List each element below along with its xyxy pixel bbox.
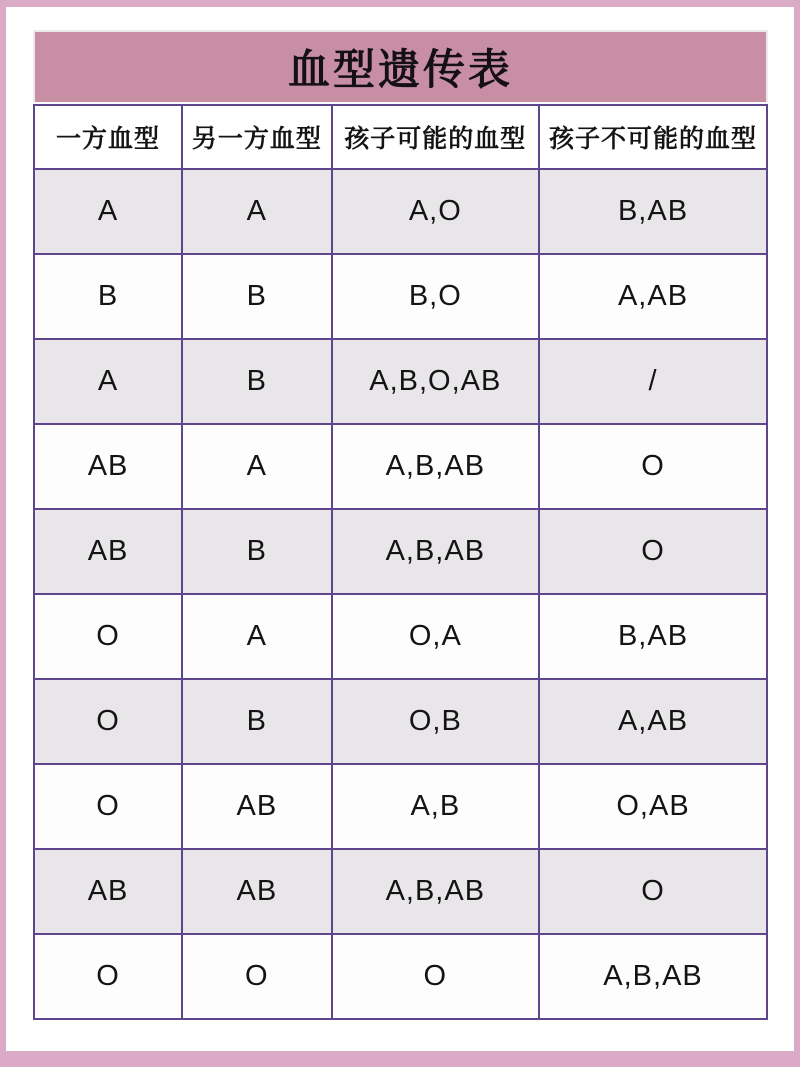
table-cell: AB (182, 849, 332, 934)
table-row (34, 169, 767, 254)
table-cell: B (182, 509, 332, 594)
table-row (34, 764, 767, 849)
table-cell: B (182, 254, 332, 339)
column-header: 一方血型 (34, 105, 182, 169)
table-cell: A (182, 424, 332, 509)
table-cell: A,B,AB (332, 509, 539, 594)
column-header: 孩子不可能的血型 (539, 105, 767, 169)
table-row (34, 849, 767, 934)
table-row (34, 339, 767, 424)
column-header: 孩子可能的血型 (332, 105, 539, 169)
table-cell: / (539, 339, 767, 424)
table-cell: O (332, 934, 539, 1019)
header-row (34, 105, 767, 169)
column-header: 另一方血型 (182, 105, 332, 169)
page-title: 血型遗传表 (287, 46, 513, 93)
table-cell: A,B,AB (332, 849, 539, 934)
table-cell: A,O (332, 169, 539, 254)
table-cell: O (539, 849, 767, 934)
table-cell: O,AB (539, 764, 767, 849)
table-cell: A (182, 169, 332, 254)
table-row (34, 509, 767, 594)
table-cell: O (34, 679, 182, 764)
table-cell: A (34, 169, 182, 254)
table-cell: AB (34, 424, 182, 509)
table-cell: AB (182, 764, 332, 849)
content-area (33, 30, 768, 1020)
title-bar (33, 30, 768, 102)
table-cell: O (34, 764, 182, 849)
table-cell: A (34, 339, 182, 424)
table-cell: A,AB (539, 679, 767, 764)
table-body (34, 169, 767, 1019)
table-row (34, 594, 767, 679)
table-cell: B (34, 254, 182, 339)
page-panel (6, 7, 794, 1051)
table-cell: O,B (332, 679, 539, 764)
table-cell: B (182, 679, 332, 764)
table-row (34, 934, 767, 1019)
table-cell: A,B (332, 764, 539, 849)
table-cell: B,O (332, 254, 539, 339)
table-row (34, 254, 767, 339)
table-cell: A,AB (539, 254, 767, 339)
table-cell: A,B,O,AB (332, 339, 539, 424)
table-cell: AB (34, 849, 182, 934)
table-cell: B,AB (539, 594, 767, 679)
table-cell: O (34, 934, 182, 1019)
table-cell: O (539, 509, 767, 594)
table-row (34, 424, 767, 509)
table-cell: A,B,AB (332, 424, 539, 509)
table-cell: O (34, 594, 182, 679)
table-cell: B (182, 339, 332, 424)
table-cell: O (539, 424, 767, 509)
table-cell: AB (34, 509, 182, 594)
table-cell: B,AB (539, 169, 767, 254)
blood-type-inheritance-table (33, 104, 768, 1020)
table-cell: O,A (332, 594, 539, 679)
table-cell: A (182, 594, 332, 679)
table-cell: A,B,AB (539, 934, 767, 1019)
table-row (34, 679, 767, 764)
table-cell: O (182, 934, 332, 1019)
